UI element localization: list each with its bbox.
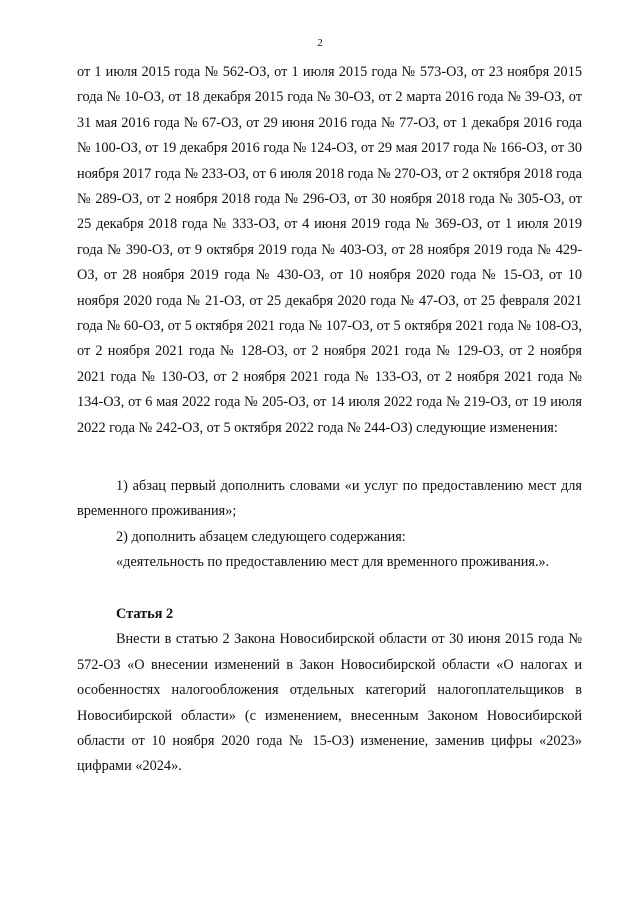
article-2: [77, 602, 582, 780]
change-item-1: 1) абзац первый дополнить словами «и услуг по предоставлению мест для временного проживания»;: [77, 478, 582, 520]
change-item-2: 2) дополнить абзацем следующего содержания:: [116, 528, 406, 545]
amendment-list-paragraph: от 1 июля 2015 года № 562-ОЗ, от 1 июля 2015 года № 573-ОЗ, от 23 ноября 2015 года № 10-ОЗ, от 18 декабря 2015 года № 30-ОЗ, от 2 марта 2016 года № 39-ОЗ, от 31 мая 2016 года № 67-ОЗ, от 29 июня 2016 года № 77-ОЗ, от 1 декабря 2016 года № 100-ОЗ, от 19 декабря 2016 года № 124-ОЗ, от 29 мая 2017 года № 166-ОЗ, от 30 ноября 2017 года № 233-ОЗ, от 6 июля 2018 года № 270-ОЗ, от 2 октября 2018 года № 289-ОЗ, от 2 ноября 2018 года № 296-ОЗ, от 30 ноября 2018 года № 305-ОЗ, от 25 декабря 2018 года № 333-ОЗ, от 4 июня 2019 года № 369-ОЗ, от 1 июля 2019 года № 390-ОЗ, от 9 октября 2019 года № 403-ОЗ, от 28 ноября 2019 года № 429-ОЗ, от 28 ноября 2019 года № 430-ОЗ, от 10 ноября 2020 года № 15-ОЗ, от 10 ноября 2020 года № 21-ОЗ, от 25 декабря 2020 года № 47-ОЗ, от 25 февраля 2021 года № 60-ОЗ, от 5 октября 2021 года № 107-ОЗ, от 5 октября 2021 года № 108-ОЗ, от 2 ноября 2021 года № 128-ОЗ, от 2 ноября 2021 года № 129-ОЗ, от 2 ноября 2021 года № 130-ОЗ, от 2 ноября 2021 года № 133-ОЗ, от 2 ноября 2021 года № 134-ОЗ, от 6 мая 2022 года № 205-ОЗ, от 14 июля 2022 года № 219-ОЗ, от 19 июля 2022 года № 242-ОЗ, от 5 октября 2022 года № 244-ОЗ) следующие изменения:: [77, 64, 582, 436]
article-2-text: Внести в статью 2 Закона Новосибирской области от 30 июня 2015 года № 572-ОЗ «О внесении изменений в Закон Новосибирской области «О налогах и особенностях налогообложения отдельных категорий налогоплательщиков в Новосибирской области» (с изменением, внесенным Законом Новосибирской области от 10 ноября 2020 года № 15-ОЗ) изменение, заменив цифры «2023» цифрами «2024».: [77, 631, 582, 775]
changes-list: [77, 474, 582, 576]
article-2-heading: Статья 2: [116, 606, 174, 622]
amendment-list-continuation: [77, 60, 582, 441]
change-item-2-quote: «деятельность по предоставлению мест для временного проживания.».: [116, 554, 550, 571]
page-number: 2: [317, 37, 323, 49]
